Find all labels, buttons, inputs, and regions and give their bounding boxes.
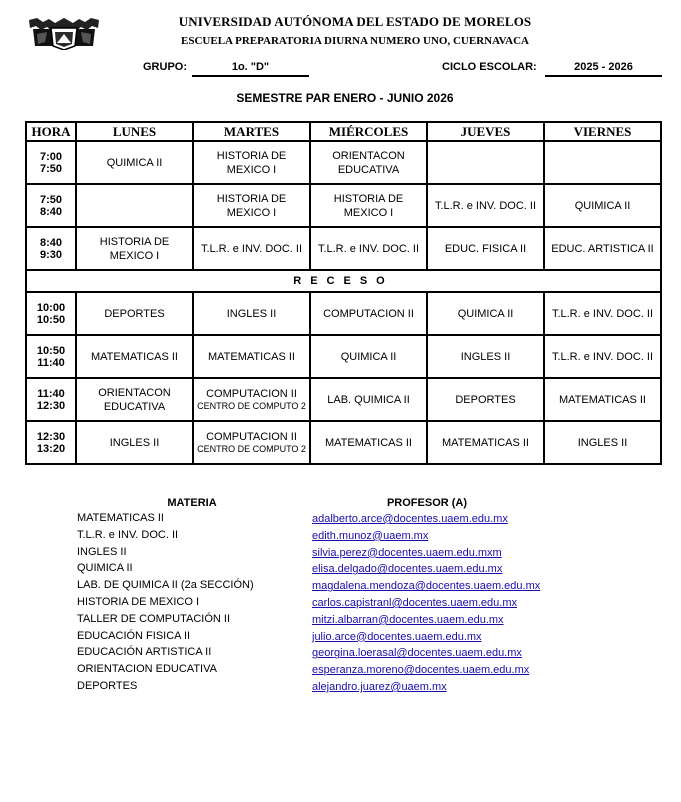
class-cell xyxy=(427,184,544,227)
time-start: 11:40 xyxy=(37,387,65,400)
class-name: MATEMATICAS II xyxy=(325,436,412,449)
teacher-email-link[interactable]: mitzi.albarran@docentes.uaem.edu.mx xyxy=(312,613,504,626)
teacher-email-link[interactable]: adalberto.arce@docentes.uaem.edu.mx xyxy=(312,513,508,525)
class-name: COMPUTACION II xyxy=(206,431,297,443)
class-name: INGLES II xyxy=(577,436,628,449)
profesor-header: PROFESOR (A) xyxy=(386,497,468,509)
class-name: T.L.R. e INV. DOC. II xyxy=(551,350,654,363)
school-title: ESCUELA PREPARATORIA DIURNA NUMERO UNO, CUERNAVACA xyxy=(181,35,529,47)
class-cell xyxy=(427,335,544,378)
class-name: HISTORIA DE xyxy=(99,235,170,248)
class-name-line2: MEXICO I xyxy=(226,163,277,176)
teacher-email-link[interactable]: elisa.delgado@docentes.uaem.edu.mx xyxy=(312,563,503,576)
time-slot xyxy=(26,141,76,184)
cycle-label: CICLO ESCOLAR: xyxy=(442,61,537,73)
col-header-martes: MARTES xyxy=(193,122,310,141)
schedule-row xyxy=(26,227,661,270)
class-name: COMPUTACION II xyxy=(206,388,297,400)
schedule-row xyxy=(26,378,661,421)
schedule-row xyxy=(26,292,661,335)
col-header-viernes: VIERNES xyxy=(544,122,661,141)
class-cell xyxy=(76,184,193,227)
col-header-hora: HORA xyxy=(26,122,76,141)
class-name: DEPORTES xyxy=(455,393,516,406)
subjects-list xyxy=(77,510,254,695)
class-name: QUIMICA II xyxy=(574,199,631,212)
group-label: GRUPO: xyxy=(143,61,187,73)
class-cell xyxy=(310,292,427,335)
class-location: CENTRO DE COMPUTO 2 xyxy=(197,401,306,411)
class-cell xyxy=(76,292,193,335)
time-start: 7:50 xyxy=(39,193,63,206)
class-name: INGLES II xyxy=(460,350,511,363)
schedule-header-row xyxy=(26,122,661,141)
subject-item: EDUCACIÓN FISICA II xyxy=(77,629,191,642)
teacher-email-link[interactable]: georgina.loerasal@docentes.uaem.edu.mx xyxy=(312,647,522,660)
class-name: T.L.R. e INV. DOC. II xyxy=(551,307,654,320)
class-name: HISTORIA DE xyxy=(333,192,404,205)
class-name: ORIENTACON xyxy=(98,386,171,399)
class-cell xyxy=(76,335,193,378)
recess-row xyxy=(26,270,661,292)
class-cell xyxy=(544,421,661,464)
materia-header: MATERIA xyxy=(167,497,217,509)
col-header-miercoles: MIÉRCOLES xyxy=(310,122,427,141)
schedule-row xyxy=(26,421,661,464)
teacher-email-link[interactable]: magdalena.mendoza@docentes.uaem.edu.mx xyxy=(312,580,541,593)
class-cell xyxy=(310,335,427,378)
col-header-lunes: LUNES xyxy=(76,122,193,141)
time-end: 10:50 xyxy=(36,313,66,326)
class-name: QUIMICA II xyxy=(106,156,163,169)
subject-item: DEPORTES xyxy=(77,679,138,692)
class-cell xyxy=(427,421,544,464)
schedule-row xyxy=(26,141,661,184)
cycle-value: 2025 - 2026 xyxy=(545,61,662,77)
class-cell xyxy=(76,141,193,184)
class-location: CENTRO DE COMPUTO 2 xyxy=(197,444,306,454)
time-slot xyxy=(26,184,76,227)
class-cell xyxy=(544,227,661,270)
time-start: 12:30 xyxy=(36,430,66,443)
class-cell xyxy=(310,184,427,227)
class-cell xyxy=(310,141,427,184)
subject-item: HISTORIA DE MEXICO I xyxy=(77,595,200,608)
teacher-email-link[interactable]: edith.munoz@uaem.mx xyxy=(312,529,429,542)
class-cell xyxy=(193,335,310,378)
class-name: QUIMICA II xyxy=(457,307,514,320)
class-cell xyxy=(193,141,310,184)
class-cell xyxy=(310,227,427,270)
class-name: EDUC. FISICA II xyxy=(444,242,527,255)
subject-item: LAB. DE QUIMICA II (2a SECCIÓN) xyxy=(77,579,254,592)
class-cell xyxy=(193,421,310,464)
university-logo xyxy=(27,16,101,50)
time-slot xyxy=(26,227,76,270)
class-name-line2: MEXICO I xyxy=(109,249,160,262)
time-slot xyxy=(26,292,76,335)
time-end: 12:30 xyxy=(36,399,66,412)
class-cell xyxy=(193,227,310,270)
class-name: HISTORIA DE xyxy=(216,192,287,205)
class-cell xyxy=(76,378,193,421)
time-start: 8:40 xyxy=(39,236,63,249)
schedule-row xyxy=(26,184,661,227)
time-slot xyxy=(26,335,76,378)
class-name: LAB. QUIMICA II xyxy=(327,393,410,406)
time-start: 10:50 xyxy=(36,344,66,357)
class-cell xyxy=(193,292,310,335)
class-cell xyxy=(544,335,661,378)
time-start: 10:00 xyxy=(36,301,66,314)
semester-title: SEMESTRE PAR ENERO - JUNIO 2026 xyxy=(236,91,454,105)
time-end: 9:30 xyxy=(39,248,63,261)
class-name-line2: MEXICO I xyxy=(343,206,394,219)
time-end: 8:40 xyxy=(39,205,63,218)
class-name-line2: EDUCATIVA xyxy=(337,163,400,176)
class-name: QUIMICA II xyxy=(340,350,397,363)
class-name: MATEMATICAS II xyxy=(91,350,178,363)
class-name-line2: MEXICO I xyxy=(226,206,277,219)
time-slot xyxy=(26,421,76,464)
class-cell xyxy=(544,292,661,335)
class-name: EDUC. ARTISTICA II xyxy=(551,242,654,255)
class-cell xyxy=(310,378,427,421)
time-end: 13:20 xyxy=(36,442,66,455)
class-name: ORIENTACON xyxy=(332,149,405,162)
schedule-row xyxy=(26,335,661,378)
class-cell xyxy=(193,378,310,421)
recess-label: RECESO xyxy=(26,270,661,292)
class-name: INGLES II xyxy=(226,307,277,320)
class-cell xyxy=(427,141,544,184)
class-cell xyxy=(544,141,661,184)
time-end: 11:40 xyxy=(37,356,65,369)
subject-item: MATEMATICAS II xyxy=(77,512,164,524)
teacher-email-link[interactable]: esperanza.moreno@docentes.uaem.edu.mx xyxy=(312,664,530,677)
col-header-jueves: JUEVES xyxy=(427,122,544,141)
class-name: MATEMATICAS II xyxy=(559,393,646,406)
subject-item: INGLES II xyxy=(77,545,127,558)
class-name: INGLES II xyxy=(109,436,160,449)
university-title: UNIVERSIDAD AUTÓNOMA DEL ESTADO DE MORELOS xyxy=(178,14,532,29)
teacher-email-link[interactable]: silvia.perez@docentes.uaem.edu.mxm xyxy=(312,546,502,559)
emails-list xyxy=(312,511,540,696)
teacher-email-link[interactable]: carlos.capistranl@docentes.uaem.edu.mx xyxy=(312,596,517,609)
class-cell xyxy=(427,227,544,270)
schedule-table xyxy=(25,121,662,465)
time-start: 7:00 xyxy=(39,150,63,163)
subject-item: ORIENTACION EDUCATIVA xyxy=(77,663,217,676)
class-cell xyxy=(76,227,193,270)
class-name: T.L.R. e INV. DOC. II xyxy=(317,242,420,255)
class-cell xyxy=(544,378,661,421)
class-cell xyxy=(544,184,661,227)
class-cell xyxy=(76,421,193,464)
class-name: T.L.R. e INV. DOC. II xyxy=(200,242,303,255)
subject-item: TALLER DE COMPUTACIÓN II xyxy=(77,612,231,625)
class-cell xyxy=(427,378,544,421)
class-name: COMPUTACION II xyxy=(323,307,414,320)
time-slot xyxy=(26,378,76,421)
group-value: 1o. "D" xyxy=(192,61,309,77)
class-name: T.L.R. e INV. DOC. II xyxy=(434,199,537,212)
teacher-email-link[interactable]: julio.arce@docentes.uaem.edu.mx xyxy=(312,630,482,643)
subject-item: QUIMICA II xyxy=(77,562,133,575)
class-name: HISTORIA DE xyxy=(216,149,287,162)
class-cell xyxy=(310,421,427,464)
time-end: 7:50 xyxy=(39,162,63,175)
subject-item: EDUCACIÓN ARTISTICA II xyxy=(77,646,212,659)
class-cell xyxy=(193,184,310,227)
subject-item: T.L.R. e INV. DOC. II xyxy=(77,528,179,541)
class-cell xyxy=(427,292,544,335)
class-name: DEPORTES xyxy=(104,307,165,320)
teacher-email-link[interactable]: alejandro.juarez@uaem.mx xyxy=(312,680,447,693)
class-name: MATEMATICAS II xyxy=(208,350,295,363)
class-name: MATEMATICAS II xyxy=(442,436,529,449)
class-name-line2: EDUCATIVA xyxy=(103,400,166,413)
